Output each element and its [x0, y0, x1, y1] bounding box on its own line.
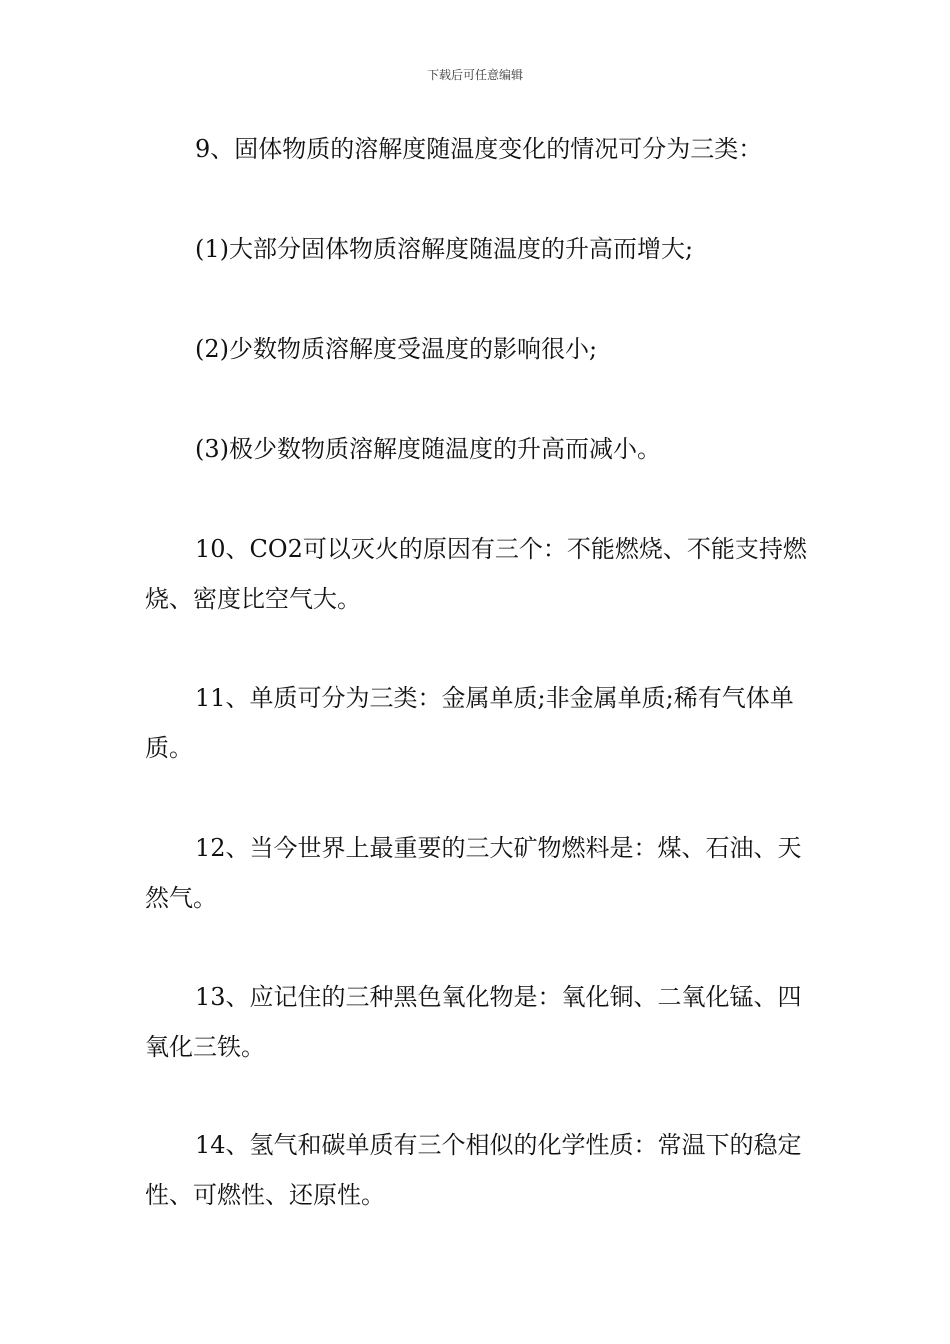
paragraph-item-12: 12、当今世界上最重要的三大矿物燃料是：煤、石油、天然气。: [145, 834, 802, 912]
paragraph-item-11: 11、单质可分为三类：金属单质;非金属单质;稀有气体单质。: [145, 684, 794, 762]
page-header: 下载后可任意编辑: [426, 68, 523, 82]
paragraph-item-9: 9、固体物质的溶解度随温度变化的情况可分为三类：: [195, 135, 763, 163]
paragraph-item-9-3: (3)极少数物质溶解度随温度的升高而减小。: [195, 435, 661, 463]
paragraph-item-9-1: (1)大部分固体物质溶解度随温度的升高而增大;: [195, 235, 694, 263]
paragraph-item-13: 13、应记住的三种黑色氧化物是：氧化铜、二氧化锰、四氧化三铁。: [145, 983, 802, 1061]
paragraph-item-14: 14、氢气和碳单质有三个相似的化学性质：常温下的稳定性、可燃性、还原性。: [145, 1131, 802, 1209]
paragraph-item-10: 10、CO2可以灭火的原因有三个：不能燃烧、不能支持燃烧、密度比空气大。: [145, 535, 807, 613]
paragraph-item-9-2: (2)少数物质溶解度受温度的影响很小;: [195, 335, 598, 363]
